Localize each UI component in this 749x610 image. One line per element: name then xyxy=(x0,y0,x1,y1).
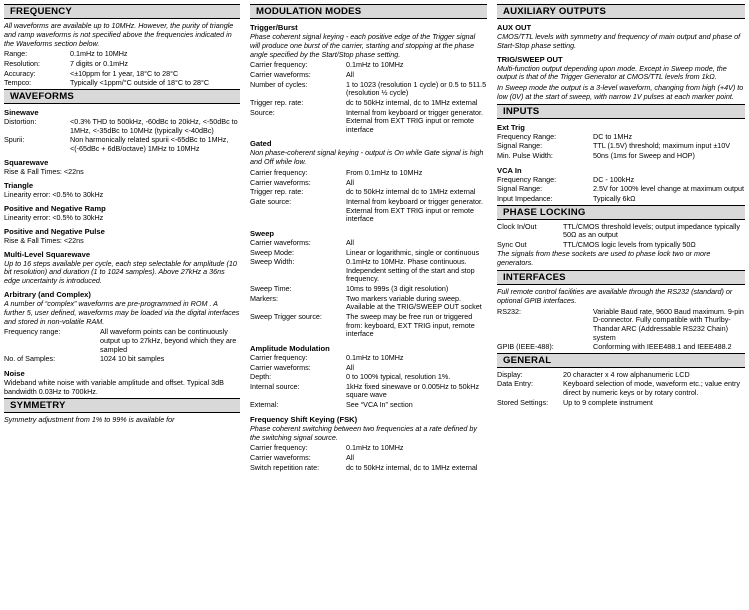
spec-line: Rise & Fall Times: <22ns xyxy=(4,167,84,177)
spec-table xyxy=(250,169,487,225)
spec-value: 7 digits or 0.1mHz xyxy=(70,58,128,68)
spec-value: dc to 50kHz internal dc to 1MHz external xyxy=(346,187,476,197)
spec-label: Carrier frequency: xyxy=(250,168,308,178)
spec-value: Internal from keyboard or trigger generator. External from EXT TRIG input or remote interface xyxy=(346,196,484,224)
column-1 xyxy=(4,4,250,610)
description-text: CMOS/TTL levels with symmetry and frequency of main output and phase of Start-Stop phase setting. xyxy=(497,32,741,50)
column-2 xyxy=(250,4,497,610)
spec-label: Sync Out xyxy=(497,239,527,249)
spec-table xyxy=(250,354,487,411)
spec-row xyxy=(250,464,487,474)
spec-value: TTL/CMOS logic levels from typically 50Ω xyxy=(563,239,696,249)
column-3 xyxy=(497,4,745,610)
spec-label: Sweep Time: xyxy=(250,284,292,294)
spec-label: Depth: xyxy=(250,372,272,382)
spec-value: 1 to 1023 (resolution 1 cycle) or 0.5 to 511.5 (resolution ½ cycle) xyxy=(346,79,487,98)
description-text: Up to 16 steps available per cycle, each step selectable for amplitude (10 bit resolution) and duration (1 to 1024 samples). Above 27kHz a 36ns edge uncertainty is introduced. xyxy=(4,258,237,286)
spec-value: Conforming with IEEE488.1 and IEEE488.2 xyxy=(593,342,732,352)
spec-row xyxy=(497,152,745,162)
subsection-title-vca-in: VCA In xyxy=(497,165,522,175)
spec-value: DC to 1MHz xyxy=(593,131,633,141)
spec-value: All waveform points can be continuously output up to 27kHz, beyond which they are sampled xyxy=(100,327,237,354)
spec-row xyxy=(4,79,240,89)
spec-row xyxy=(4,355,240,365)
spec-value: 0.1mHz to 10MHz. Phase continuous. Independent setting of the start and stop frequency. xyxy=(346,257,475,284)
spec-line: Linearity error: <0.5% to 30kHz xyxy=(4,190,104,200)
spec-table xyxy=(250,239,487,340)
spec-value: TTL/CMOS threshold levels; output impedance typically 50Ω as an output xyxy=(563,221,740,240)
spec-value: 50ns (1ms for Sweep and HOP) xyxy=(593,150,695,160)
spec-table xyxy=(4,328,240,365)
subsection-title-positive-and-negative-pulse: Positive and Negative Pulse xyxy=(4,226,105,236)
spec-value: All xyxy=(346,362,354,372)
subsection-title-ext-trig: Ext Trig xyxy=(497,122,525,132)
spec-label: Clock In/Out xyxy=(497,221,537,231)
spec-row xyxy=(250,198,487,225)
spec-value: 10ms to 999s (3 digit resolution) xyxy=(346,284,449,294)
spec-row xyxy=(497,343,745,353)
spec-row xyxy=(4,136,240,154)
spec-label: Carrier waveforms: xyxy=(250,177,311,187)
section-header-symmetry: SYMMETRY xyxy=(4,398,240,413)
spec-label: External: xyxy=(250,400,279,410)
spec-label: Trigger rep. rate: xyxy=(250,187,304,197)
spec-row xyxy=(497,223,745,241)
spec-label: Distortion: xyxy=(4,116,37,126)
description-text: Full remote control facilities are available through the RS232 (standard) or optional GPIB interfaces. xyxy=(497,287,733,305)
subsection-title-squarewave: Squarewave xyxy=(4,158,49,168)
spec-label: Input Impedance: xyxy=(497,193,553,203)
spec-label: Signal Range: xyxy=(497,184,543,194)
description-text: Multi-function output depending upon mode. Except in Sweep mode, the output is that of the Trigger Generator at CMOS/TTL levels from 1kΩ. xyxy=(497,63,727,82)
description-text: Non phase-coherent signal keying - output is On while Gate signal is high and Off while low. xyxy=(250,148,484,167)
spec-value: <0.3% THD to 500kHz, -60dBc to 20kHz, <-50dBc to 1MHz, <-35dBc to 10MHz (typically <-40dBc) xyxy=(70,116,238,135)
section-header-general: GENERAL xyxy=(497,353,745,368)
spec-row xyxy=(4,328,240,355)
description-text: In Sweep mode the output is a 3-level waveform, changing from high (+4V) to low (0V) at the start of sweep, with narrow 1V pulses at each marker point. xyxy=(497,83,744,101)
spec-table xyxy=(250,444,487,473)
spec-table xyxy=(497,133,745,162)
spec-value: All xyxy=(346,237,354,247)
spec-label: Range: xyxy=(4,49,28,59)
spec-value: dc to 50kHz internal, dc to 1MHz external xyxy=(346,97,478,107)
subsection-title-amplitude-modulation: Amplitude Modulation xyxy=(250,343,330,353)
spec-table xyxy=(497,371,745,409)
spec-label: Min. Pulse Width: xyxy=(497,150,553,160)
spec-row xyxy=(497,380,745,398)
spec-line: Rise & Fall Times: <22ns xyxy=(4,235,84,245)
spec-table xyxy=(4,118,240,155)
subsection-title-sweep: Sweep xyxy=(250,228,275,238)
spec-value: 0 to 100% typical, resolution 1%. xyxy=(346,372,451,382)
spec-label: Tempco: xyxy=(4,78,32,88)
spec-label: GPIB (IEEE-488): xyxy=(497,342,554,352)
spec-label: RS232: xyxy=(497,306,521,316)
subsection-title-multi-level-squarewave: Multi-Level Squarewave xyxy=(4,249,91,259)
spec-row xyxy=(250,258,487,285)
spec-label: Sweep Width: xyxy=(250,257,295,267)
section-header-waveforms: WAVEFORMS xyxy=(4,89,240,104)
spec-value: All xyxy=(346,177,354,187)
spec-value: From 0.1mHz to 10MHz xyxy=(346,168,423,178)
description-text: Phase coherent signal keying - each positive edge of the Trigger signal will produce one burst of the carrier, starting and stopping at the phase angle specified by the Start/Stop phase setting. xyxy=(250,32,476,59)
section-header-inputs: INPUTS xyxy=(497,104,745,119)
spec-value: 0.1mHz to 10MHz xyxy=(346,60,404,70)
spec-label: Display: xyxy=(497,369,523,379)
spec-table xyxy=(4,50,240,89)
spec-label: Carrier waveforms: xyxy=(250,237,311,247)
spec-label: Frequency Range: xyxy=(497,174,557,184)
section-header-phase-locking: PHASE LOCKING xyxy=(497,205,745,220)
spec-value: DC - 100kHz xyxy=(593,174,635,184)
spec-value: 1kHz fixed sinewave or 0.005Hz to 50kHz square wave xyxy=(346,381,480,400)
spec-value: All xyxy=(346,452,354,462)
spec-line: Linearity error: <0.5% to 30kHz xyxy=(4,213,104,223)
spec-value: 1024 10 bit samples xyxy=(100,354,165,364)
subsection-title-positive-and-negative-ramp: Positive and Negative Ramp xyxy=(4,204,106,214)
spec-value: TTL (1.5V) threshold; maximum input ±10V xyxy=(593,141,731,151)
spec-label: Spurii: xyxy=(4,135,25,145)
spec-label: Accuracy: xyxy=(4,68,36,78)
spec-row xyxy=(250,81,487,99)
spec-row xyxy=(250,383,487,401)
spec-value: dc to 50kHz internal, dc to 1MHz external xyxy=(346,462,478,472)
spec-label: Gate source: xyxy=(250,196,292,206)
spec-label: Frequency range: xyxy=(4,327,61,337)
spec-label: Trigger rep. rate: xyxy=(250,97,304,107)
spec-label: Signal Range: xyxy=(497,141,543,151)
subsection-title-aux-out: AUX OUT xyxy=(497,23,532,32)
spec-label: Internal source: xyxy=(250,381,300,391)
subsection-title-trig-sweep-out: TRIG/SWEEP OUT xyxy=(497,54,563,64)
spec-value: Linear or logarithmic, single or continuous xyxy=(346,247,480,257)
spec-label: Number of cycles: xyxy=(250,79,308,89)
description-text: A number of “complex” waveforms are pre-programmed in ROM . A further 5, user defined, waveforms may be loaded via the digital interfaces and stored in non-volatile RAM. xyxy=(4,298,240,326)
description-text: All waveforms are available up to 10MHz. However, the purity of triangle and ramp waveforms is not specified above the frequencies indicated in the Waveforms section below. xyxy=(4,21,234,48)
spec-value: See “VCA In” section xyxy=(346,400,413,410)
spec-label: Sweep Mode: xyxy=(250,247,294,257)
description-text: Phase coherent switching between two frequencies at a rate defined by the switching signal source. xyxy=(250,423,477,442)
spec-value: Two markers variable during sweep. Available at the TRIG/SWEEP OUT socket xyxy=(346,293,482,312)
spec-value: 0.1mHz to 10MHz xyxy=(346,352,404,362)
section-header-modulation-modes: MODULATION MODES xyxy=(250,4,487,19)
spec-row xyxy=(4,118,240,136)
spec-value: 2.5V for 100% level change at maximum output xyxy=(593,184,745,194)
subsection-title-frequency-shift-keying-fsk: Frequency Shift Keying (FSK) xyxy=(250,414,358,424)
spec-label: No. of Samples: xyxy=(4,354,56,364)
spec-value: Up to 9 complete instrument xyxy=(563,397,653,407)
spec-label: Carrier waveforms: xyxy=(250,452,311,462)
subsection-title-triangle: Triangle xyxy=(4,181,34,191)
spec-label: Frequency Range: xyxy=(497,131,557,141)
spec-line: Wideband white noise with variable amplitude and offset. Typical 3dB bandwidth 0.03Hz to 700kHz. xyxy=(4,377,224,396)
spec-row xyxy=(250,109,487,136)
spec-row xyxy=(250,401,487,411)
spec-value: Non harmonically related spurii <-65dBc to 1MHz, <(-65dBc + 6dB/octave) 1MHz to 10MHz xyxy=(70,135,229,153)
spec-value: Typically <1ppm/°C outside of 18°C to 28°C xyxy=(70,78,210,88)
spec-label: Switch repetition rate: xyxy=(250,462,320,472)
spec-label: Data Entry: xyxy=(497,379,533,389)
spec-label: Source: xyxy=(250,107,275,117)
spec-row xyxy=(250,313,487,340)
section-header-auxiliary-outputs: AUXILIARY OUTPUTS xyxy=(497,4,745,19)
spec-value: 0.1mHz to 10MHz xyxy=(346,443,404,453)
subsection-title-sinewave: Sinewave xyxy=(4,107,39,117)
subsection-title-noise: Noise xyxy=(4,368,25,378)
spec-label: Carrier frequency: xyxy=(250,443,308,453)
spec-label: Carrier frequency: xyxy=(250,352,308,362)
spec-label: Resolution: xyxy=(4,58,40,68)
spec-table xyxy=(497,223,745,251)
spec-table xyxy=(497,176,745,205)
spec-table xyxy=(250,61,487,135)
spec-row xyxy=(497,399,745,409)
spec-value: All xyxy=(346,69,354,79)
spec-value: <±10ppm for 1 year, 18°C to 28°C xyxy=(70,68,179,78)
spec-row xyxy=(497,308,745,344)
spec-value: Internal from keyboard or trigger generator. External from EXT TRIG input or remote interface xyxy=(346,107,484,134)
spec-value: Variable Baud rate, 9600 Baud maximum. 9-pin D-connector. Fully compatible with Thurlby-Thandar ARC (Addressable RS232 Chain) system xyxy=(593,306,744,342)
description-text: Symmetry adjustment from 1% to 99% is available for xyxy=(4,415,175,425)
spec-label: Stored Settings: xyxy=(497,397,549,407)
subsection-title-arbitrary-and-complex: Arbitrary (and Complex) xyxy=(4,289,91,299)
spec-value: 20 character x 4 row alphanumeric LCD xyxy=(563,369,690,379)
spec-table xyxy=(497,308,745,353)
subsection-title-trigger-burst: Trigger/Burst xyxy=(250,23,298,32)
section-header-interfaces: INTERFACES xyxy=(497,270,745,285)
spec-label: Sweep Trigger source: xyxy=(250,312,322,321)
spec-label: Markers: xyxy=(250,293,278,303)
subsection-title-gated: Gated xyxy=(250,139,272,149)
section-header-frequency: FREQUENCY xyxy=(4,4,240,19)
spec-row xyxy=(250,295,487,313)
spec-value: Typically 6kΩ xyxy=(593,193,636,203)
description-text: The signals from these sockets are used to phase lock two or more generators. xyxy=(497,249,711,268)
spec-row xyxy=(497,195,745,205)
spec-value: 0.1mHz to 10MHz xyxy=(70,49,128,59)
spec-label: Carrier waveforms: xyxy=(250,69,311,79)
spec-label: Carrier frequency: xyxy=(250,60,308,70)
spec-label: Carrier waveforms: xyxy=(250,362,311,372)
spec-value: Keyboard selection of mode, waveform etc.; value entry direct by numeric keys or by rotary control. xyxy=(563,379,740,398)
spec-value: The sweep may be free run or triggered from: keyboard, EXT TRIG input, remote interface xyxy=(346,312,475,339)
